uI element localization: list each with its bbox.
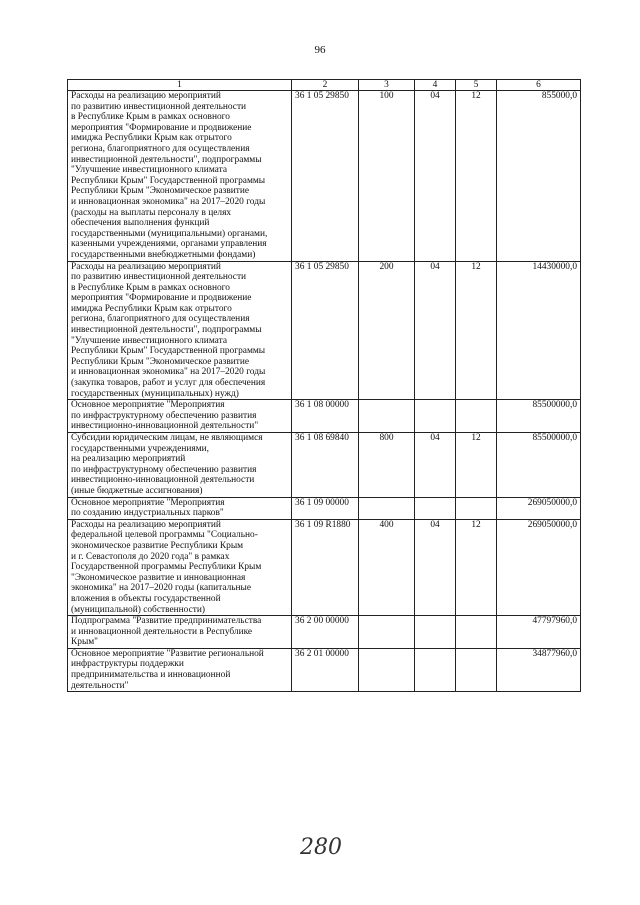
- row-expense-type: [359, 497, 415, 519]
- row-code: 36 1 05 29850: [292, 261, 359, 400]
- row-amount: 85500000,0: [497, 433, 581, 498]
- row-code: 36 2 01 00000: [292, 648, 359, 691]
- row-expense-type: 400: [359, 519, 415, 615]
- row-subsection: [456, 648, 497, 691]
- row-section: [415, 648, 456, 691]
- handwritten-page-number: 280: [300, 835, 342, 860]
- row-amount: 269050000,0: [497, 519, 581, 615]
- row-subsection: [456, 400, 497, 433]
- column-header-1: 1: [68, 80, 292, 91]
- row-name: Расходы на реализацию мероприятий федеральной целевой программы "Социально- экономическое развитие Республики Крым и г. Севастополя до 2020 года" в рамках Государственной программы Республики Крым "Экономическое развитие и инновационная экономика" на 2017–2020 годы (капитальные вложения в объекты государственной (муниципальной) собственности): [68, 519, 292, 615]
- row-subsection: [456, 497, 497, 519]
- row-name: Субсидии юридическим лицам, не являющимся государственными учреждениями, на реализацию мероприятий по инфраструктурному обеспечению развития инвестиционно-инновационной деятельности (иные бюджетные ассигнования): [68, 433, 292, 498]
- row-expense-type: [359, 648, 415, 691]
- row-subsection: 12: [456, 261, 497, 400]
- table-row: [68, 261, 581, 400]
- row-amount: 85500000,0: [497, 400, 581, 433]
- table-row: [68, 400, 581, 433]
- row-section: 04: [415, 433, 456, 498]
- row-amount: 14430000,0: [497, 261, 581, 400]
- table-row: [68, 433, 581, 498]
- row-expense-type: 200: [359, 261, 415, 400]
- row-section: 04: [415, 261, 456, 400]
- row-expense-type: [359, 616, 415, 649]
- row-code: 36 1 08 00000: [292, 400, 359, 433]
- row-section: [415, 616, 456, 649]
- row-code: 36 2 00 00000: [292, 616, 359, 649]
- row-subsection: [456, 616, 497, 649]
- row-name: Расходы на реализацию мероприятий по развитию инвестиционной деятельности в Республике Крым в рамках основного мероприятия "Формирование и продвижение имиджа Республики Крым как отрытого региона, благоприятного для осуществления инвестиционной деятельности", подпрограммы "Улучшение инвестиционного климата Республики Крым" Государственной программы Республики Крым "Экономическое развитие и инновационная экономика" на 2017–2020 годы (расходы на выплаты персоналу в целях обеспечения выполнения функций государственными (муниципальными) органами, казенными учреждениями, органами управления государственными внебюджетными фондами): [68, 91, 292, 262]
- budget-table: [67, 79, 581, 692]
- row-section: 04: [415, 91, 456, 262]
- header-row: [68, 80, 581, 91]
- row-name: Основное мероприятие "Развитие региональной инфраструктуры поддержки предпринимательства и инновационной деятельности": [68, 648, 292, 691]
- row-code: 36 1 09 00000: [292, 497, 359, 519]
- row-code: 36 1 08 69840: [292, 433, 359, 498]
- row-name: Расходы на реализацию мероприятий по развитию инвестиционной деятельности в Республике Крым в рамках основного мероприятия "Формирование и продвижение имиджа Республики Крым как отрытого региона, благоприятного для осуществления инвестиционной деятельности", подпрограммы "Улучшение инвестиционного климата Республики Крым" Государственной программы Республики Крым "Экономическое развитие и инновационная экономика" на 2017–2020 годы (закупка товаров, работ и услуг для обеспечения государственных (муниципальных) нужд): [68, 261, 292, 400]
- row-name: Основное мероприятие "Мероприятия по инфраструктурному обеспечению развития инвестиционно-инновационной деятельности": [68, 400, 292, 433]
- row-name: Подпрограмма "Развитие предпринимательства и инновационной деятельности в Республике Крым": [68, 616, 292, 649]
- page-number: 96: [314, 44, 326, 56]
- row-amount: 47797960,0: [497, 616, 581, 649]
- table-row: [68, 497, 581, 519]
- row-amount: 269050000,0: [497, 497, 581, 519]
- row-expense-type: 100: [359, 91, 415, 262]
- table-row: [68, 91, 581, 262]
- row-section: 04: [415, 519, 456, 615]
- table-row: [68, 616, 581, 649]
- row-section: [415, 400, 456, 433]
- row-expense-type: [359, 400, 415, 433]
- table-row: [68, 519, 581, 615]
- column-header-3: 3: [359, 80, 415, 91]
- row-name: Основное мероприятие "Мероприятия по созданию индустриальных парков": [68, 497, 292, 519]
- column-header-2: 2: [292, 80, 359, 91]
- row-subsection: 12: [456, 433, 497, 498]
- column-header-4: 4: [415, 80, 456, 91]
- row-subsection: 12: [456, 91, 497, 262]
- column-header-6: 6: [497, 80, 581, 91]
- row-expense-type: 800: [359, 433, 415, 498]
- column-header-5: 5: [456, 80, 497, 91]
- row-amount: 855000,0: [497, 91, 581, 262]
- row-section: [415, 497, 456, 519]
- row-amount: 34877960,0: [497, 648, 581, 691]
- row-subsection: 12: [456, 519, 497, 615]
- row-code: 36 1 09 R1880: [292, 519, 359, 615]
- row-code: 36 1 05 29850: [292, 91, 359, 262]
- table-row: [68, 648, 581, 691]
